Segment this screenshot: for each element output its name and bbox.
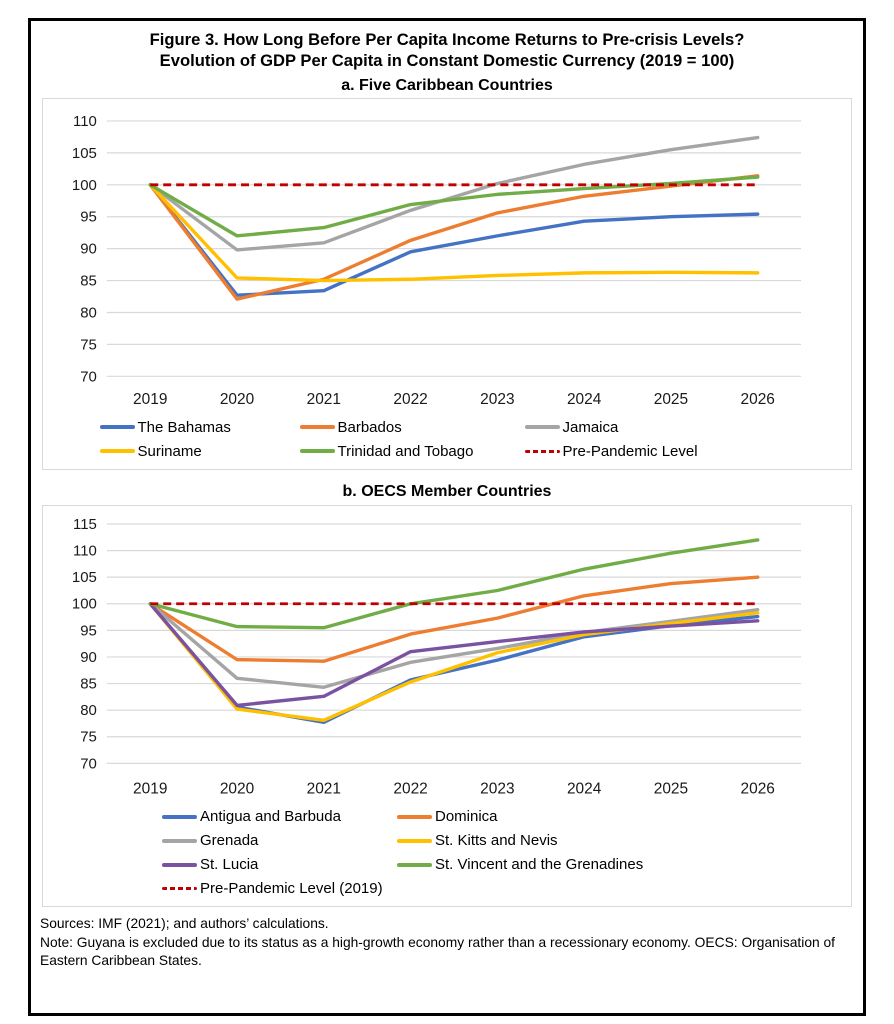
legend-item-pre-pandemic-level (525, 442, 795, 461)
y-tick-75: 75 (80, 336, 97, 354)
legend-item-antigua-and-barbuda (162, 807, 397, 826)
legend-swatch-icon (525, 450, 560, 453)
y-tick-105: 105 (71, 144, 97, 162)
footer-sources: Sources: IMF (2021); and authors’ calculations. (40, 916, 329, 932)
legend-label: St. Lucia (200, 856, 259, 874)
x-tick-2019: 2019 (133, 391, 168, 409)
figure-frame (28, 18, 866, 1016)
legend-item-barbados (300, 418, 525, 437)
figure-title (31, 29, 863, 71)
legend-swatch-icon (397, 839, 432, 843)
y-tick-70: 70 (80, 755, 97, 773)
x-tick-2026: 2026 (740, 391, 775, 409)
x-tick-2024: 2024 (566, 780, 602, 798)
legend-label: Pre-Pandemic Level (562, 443, 698, 461)
y-tick-95: 95 (80, 622, 97, 640)
panel-b-chart (42, 505, 852, 907)
legend-item-the-bahamas (100, 418, 300, 437)
legend-item-st-lucia (162, 855, 397, 874)
y-tick-105: 105 (71, 569, 97, 587)
y-tick-115: 115 (73, 516, 97, 534)
legend-swatch-icon (100, 449, 135, 453)
x-tick-2025: 2025 (653, 391, 689, 409)
legend-item-st-kitts-and-nevis (397, 831, 732, 850)
panel-b-plot (51, 512, 843, 801)
panel-a-legend (51, 418, 843, 461)
y-tick-100: 100 (71, 176, 97, 194)
legend-swatch-icon (397, 863, 432, 867)
figure-title-line2: Evolution of GDP Per Capita in Constant Domestic Currency (2019 = 100) (159, 51, 735, 70)
legend-swatch-icon (100, 425, 135, 429)
y-tick-70: 70 (80, 368, 97, 386)
legend-swatch-icon (162, 887, 197, 890)
y-tick-85: 85 (80, 272, 97, 290)
panel-b-plot-host (51, 512, 843, 801)
legend-item-grenada (162, 831, 397, 850)
x-tick-2021: 2021 (306, 391, 342, 409)
legend-swatch-icon (300, 425, 335, 429)
legend-label: Antigua and Barbuda (200, 808, 341, 826)
y-tick-110: 110 (73, 542, 97, 560)
legend-swatch-icon (525, 425, 560, 429)
legend-item-trinidad-and-tobago (300, 442, 525, 461)
x-tick-2023: 2023 (480, 391, 515, 409)
legend-label: Trinidad and Tobago (337, 443, 474, 461)
panel-a-title: a. Five Caribbean Countries (341, 77, 553, 94)
panel-a-chart (42, 98, 852, 470)
x-tick-2026: 2026 (740, 780, 775, 798)
x-tick-2021: 2021 (306, 780, 342, 798)
x-tick-2022: 2022 (393, 780, 428, 798)
legend-label: The Bahamas (137, 419, 231, 437)
legend-item-dominica (397, 807, 732, 826)
legend-swatch-icon (397, 815, 432, 819)
legend-swatch-icon (162, 815, 197, 819)
figure-footer (40, 915, 854, 971)
legend-label: St. Vincent and the Grenadines (435, 856, 644, 874)
panel-b-legend (51, 807, 843, 898)
line-dominica (150, 577, 757, 661)
x-tick-2020: 2020 (219, 780, 255, 798)
y-tick-90: 90 (80, 240, 97, 258)
x-tick-2024: 2024 (566, 391, 602, 409)
legend-label: Grenada (200, 832, 259, 850)
y-tick-100: 100 (71, 595, 97, 613)
y-tick-85: 85 (80, 675, 97, 693)
y-tick-75: 75 (80, 728, 97, 746)
legend-label: Dominica (435, 808, 498, 826)
legend-item-suriname (100, 442, 300, 461)
figure-title-line1: Figure 3. How Long Before Per Capita Income Returns to Pre-crisis Levels? (149, 30, 745, 49)
legend-label: Suriname (137, 443, 202, 461)
panel-a-plot-host (51, 105, 843, 412)
x-tick-2019: 2019 (133, 780, 168, 798)
legend-swatch-icon (162, 839, 197, 843)
x-tick-2023: 2023 (480, 780, 515, 798)
legend-item-jamaica (525, 418, 795, 437)
panel-b-title: b. OECS Member Countries (342, 483, 552, 501)
panel-a-plot (51, 105, 843, 412)
y-tick-110: 110 (73, 112, 97, 130)
y-tick-80: 80 (80, 702, 97, 720)
x-tick-2025: 2025 (653, 780, 689, 798)
footer-note: Note: Guyana is excluded due to its status as a high-growth economy rather than a recessionary economy. OECS: Organisation of Eastern Caribbean States. (40, 934, 836, 969)
legend-item-pre-pandemic-level-2019 (162, 879, 397, 898)
y-tick-90: 90 (80, 649, 97, 667)
x-tick-2020: 2020 (219, 391, 255, 409)
x-tick-2022: 2022 (393, 391, 428, 409)
legend-label: Barbados (337, 419, 402, 437)
y-tick-95: 95 (80, 208, 97, 226)
legend-swatch-icon (300, 449, 335, 453)
legend-label: Jamaica (562, 419, 619, 437)
line-jamaica (150, 138, 757, 250)
y-tick-80: 80 (80, 304, 97, 322)
legend-label: St. Kitts and Nevis (435, 832, 558, 850)
legend-label: Pre-Pandemic Level (2019) (200, 880, 383, 898)
legend-item-st-vincent-and-the-grenadines (397, 855, 732, 874)
legend-swatch-icon (162, 863, 197, 867)
